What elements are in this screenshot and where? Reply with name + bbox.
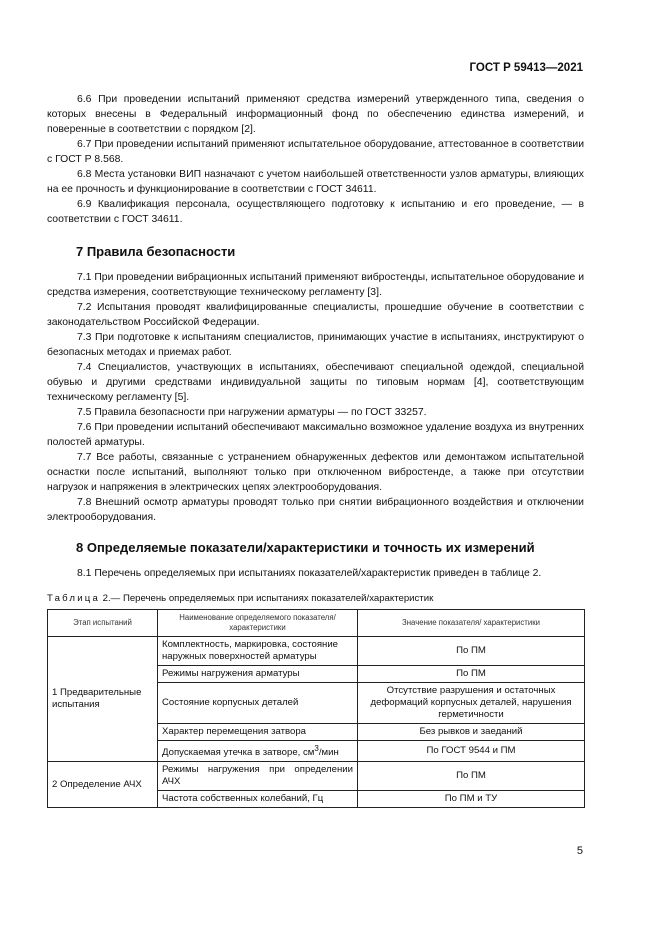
- indicator-cell: Характер перемещения затвора: [158, 724, 358, 741]
- table-caption-prefix: Таблица: [47, 593, 101, 604]
- paragraph-7-5: 7.5 Правила безопасности при нагружении арматуры — по ГОСТ 33257.: [77, 407, 427, 418]
- header-value: Значение показателя/ характеристики: [358, 610, 585, 637]
- table-row: [48, 762, 585, 791]
- value-cell: По ПМ: [358, 762, 585, 791]
- indicator-cell: [158, 741, 358, 762]
- section-7-heading: 7 Правила безопасности: [76, 244, 236, 259]
- table-header-row: [48, 610, 585, 637]
- paragraph-8-1: 8.1 Перечень определяемых при испытаниях показателей/характеристик приведен в таблице 2.: [77, 568, 542, 579]
- value-cell: По ПМ и ТУ: [358, 791, 585, 808]
- value-cell: Отсутствие разрушения и остаточных деформаций корпусных деталей, нарушения герметичности: [358, 683, 585, 724]
- indicator-cell: Комплектность, маркировка, состояние наружных поверхностей арматуры: [158, 637, 358, 666]
- document-number: ГОСТ Р 59413—2021: [469, 62, 583, 74]
- header-indicator: Наименование определяемого показателя/характеристики: [158, 610, 358, 637]
- header-stage: Этап испытаний: [48, 610, 158, 637]
- paragraph-6-7: 6.7 При проведении испытаний применяют испытательное оборудование, аттестованное в соответствии с ГОСТ Р 8.568.: [47, 139, 584, 165]
- stage-cell: 2 Определение АЧХ: [48, 762, 158, 808]
- paragraph-7-3: 7.3 При подготовке к испытаниям специалистов, принимающих участие в испытаниях, инструктируют о безопасных методах и приемах работ.: [47, 332, 584, 358]
- indicator-cell: Режимы нагружения при определении АЧХ: [158, 762, 358, 791]
- paragraph-7-8: 7.8 Внешний осмотр арматуры проводят только при снятии вибрационного воздействия и отключении электрооборудования.: [47, 497, 584, 523]
- paragraph-6-8: 6.8 Места установки ВИП назначают с учетом наибольшей ответственности узлов арматуры, влияющих на ее прочность и функционирование в соответствии с ГОСТ 34611.: [47, 169, 584, 195]
- paragraph-7-4: 7.4 Специалистов, участвующих в испытаниях, обеспечивают специальной одеждой, специальной обувью и другими средствами индивидуальной защиты по типовым нормам [4], соответствующим техническому регламенту [5].: [47, 362, 584, 403]
- indicator-cell: Режимы нагружения арматуры: [158, 666, 358, 683]
- page-content: [47, 92, 584, 808]
- table-row: [48, 637, 585, 666]
- value-cell: По ПМ: [358, 637, 585, 666]
- paragraph-7-7: 7.7 Все работы, связанные с устранением обнаруженных дефектов или демонтажом испытательной оснастки после испытаний, выполняют только при отключенном вибростенде, а также при отсутствии нагрузок и напряжения в электрических цепях электрооборудования.: [47, 452, 584, 493]
- indicators-table: [47, 609, 585, 808]
- stage-cell: 1 Предварительные испытания: [48, 637, 158, 762]
- table-caption-text: 2.— Перечень определяемых при испытаниях показателей/характеристик: [100, 593, 434, 604]
- table-caption: [47, 593, 584, 604]
- indicator-unit: /мин: [318, 747, 339, 759]
- section-8-heading: 8 Определяемые показатели/характеристики и точность их измерений: [76, 540, 535, 555]
- page-number: 5: [576, 845, 583, 857]
- paragraph-7-2: 7.2 Испытания проводят квалифицированные специалисты, прошедшие обучение в соответствии с законодательством Российской Федерации.: [47, 302, 584, 328]
- value-cell: Без рывков и заеданий: [358, 724, 585, 741]
- value-cell: По ПМ: [358, 666, 585, 683]
- indicator-text: Допускаемая утечка в затворе, см: [162, 747, 315, 759]
- paragraph-7-6: 7.6 При проведении испытаний обеспечивают максимально возможное удаление воздуха из внутренних полостей арматуры.: [47, 422, 584, 448]
- superscript: 3: [314, 744, 319, 753]
- indicator-cell: Состояние корпусных деталей: [158, 683, 358, 724]
- paragraph-6-9: 6.9 Квалификация персонала, осуществляющего подготовку к испытанию и его проведение, — в соответствии с ГОСТ 34611.: [47, 199, 584, 225]
- indicator-cell: Частота собственных колебаний, Гц: [158, 791, 358, 808]
- paragraph-6-6: 6.6 При проведении испытаний применяют средства измерений утвержденного типа, сведения о которых внесены в Федеральный информационный фонд по обеспечению единства измерений, и поверенные в соответствии с порядком [2].: [47, 94, 584, 135]
- paragraph-7-1: 7.1 При проведении вибрационных испытаний применяют вибростенды, испытательное оборудование и средства измерения, соответствующие техническому регламенту [3].: [47, 272, 584, 298]
- value-cell: По ГОСТ 9544 и ПМ: [358, 741, 585, 762]
